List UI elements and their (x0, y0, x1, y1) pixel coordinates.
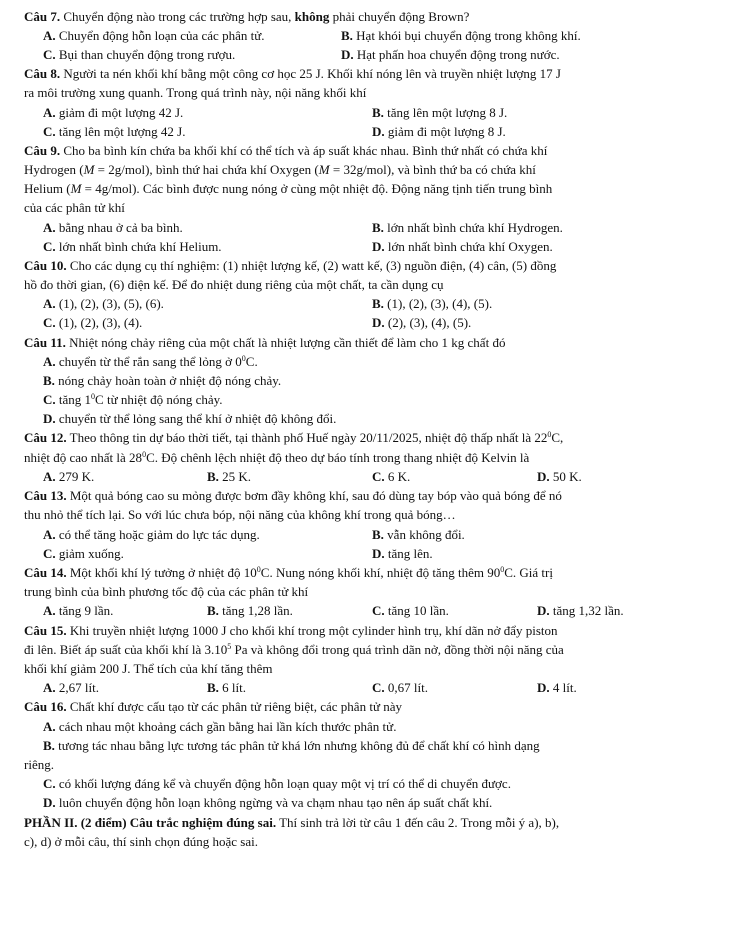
q8-option-b: B. tăng lên một lượng 8 J. (372, 105, 508, 120)
q10-option-c: C. (1), (2), (3), (4). (43, 315, 143, 330)
q16-option-c: C. có khối lượng đáng kể và chuyển động hỗn loạn quay một vị trí có thể di chuyển được. (43, 776, 511, 791)
q7-option-a: A. Chuyển động hỗn loạn của các phân tử. (43, 28, 265, 43)
q11-option-d: D. chuyển từ thể lỏng sang thể khí ở nhiệt độ không đổi. (43, 411, 337, 426)
q7-stem-text: Chuyển động nào trong các trường hợp sau, (63, 9, 292, 24)
part2-instructions-line2: c), d) ở mỗi câu, thí sinh chọn đúng hoặc sai. (24, 834, 258, 849)
q16-option-b-cont: riêng. (24, 757, 54, 772)
q15-stem-line1: Câu 15. Khi truyền nhiệt lượng 1000 J cho khối khí trong một cylinder hình trụ, khí dãn nở đẩy piston (24, 623, 558, 638)
q14-option-d: D. tăng 1,32 lần. (537, 603, 624, 618)
q15-stem-line3: khối khí giảm 200 J. Thể tích của khí tăng thêm (24, 661, 273, 676)
q10-stem-line2: hồ đo thời gian, (6) điện kế. Để đo nhiệt dung riêng của một chất, ta cần dụng cụ (24, 277, 444, 292)
q12-stem-line1: Câu 12. Theo thông tin dự báo thời tiết, tại thành phố Huế ngày 20/11/2025, nhiệt độ thấp nhất là $22^0C$, (24, 430, 564, 445)
q12-option-c: C. 6 K. (372, 469, 411, 484)
q10-option-d: D. (2), (3), (4), (5). (372, 315, 472, 330)
q8-option-d: D. giảm đi một lượng 8 J. (372, 124, 506, 139)
q13-stem-line2: thu nhỏ thể tích lại. So với lúc chưa bóp, nội năng của không khí trong quả bóng… (24, 507, 456, 522)
q11-option-c: C. tăng $1^0C$ từ nhiệt độ nóng chảy. (43, 392, 223, 407)
q13-option-a: A. có thể tăng hoặc giảm do lực tác dụng. (43, 527, 260, 542)
q13-option-c: C. giảm xuống. (43, 546, 124, 561)
q9-stem-line1: Câu 9. Cho ba bình kín chứa ba khối khí có thể tích và áp suất khác nhau. Bình thứ nhất có chứa khí (24, 143, 548, 158)
q15-stem-line2: đi lên. Biết áp suất của khối khí là 3.10$^5$ Pa và không đổi trong quá trình dãn nở, đồng thời nội năng của (24, 642, 564, 657)
q12-stem-line2: nhiệt độ cao nhất là $28^0C$. Độ chênh lệch nhiệt độ theo dự báo tính trong thang nhiệt độ Kelvin là (24, 450, 530, 465)
q14-option-a: A. tăng 9 lần. (43, 603, 114, 618)
q8-option-c: C. tăng lên một lượng 42 J. (43, 124, 186, 139)
part2-heading (24, 815, 559, 831)
q8-stem-line1: Câu 8. Người ta nén khối khí bằng một công cơ học 25 J. Khối khí nóng lên và truyền nhiệt lượng 17 J (24, 66, 561, 81)
q16-option-b: B. tương tác nhau bằng lực tương tác phân tử khá lớn nhưng không đủ để chất khí có hình dạng (43, 738, 540, 753)
q9-stem-line3: Helium (M = 4g/mol). Các bình được nung nóng ở cùng một nhiệt độ. Động năng tịnh tiến trung bình (24, 181, 553, 196)
q10-stem-line1: Câu 10. Cho các dụng cụ thí nghiệm: (1) nhiệt lượng kế, (2) watt kế, (3) nguồn điện, (4) cân, (5) đồng (24, 258, 557, 273)
q7-option-d: D. Hạt phấn hoa chuyển động trong nước. (341, 47, 560, 62)
q9-stem-line2: Hydrogen (M = 2g/mol), bình thứ hai chứa khí Oxygen (M = 32g/mol), và bình thứ ba có chứa khí (24, 162, 536, 177)
q14-option-c: C. tăng 10 lần. (372, 603, 449, 618)
q9-option-d: D. lớn nhất bình chứa khí Oxygen. (372, 239, 553, 254)
q8-option-a: A. giảm đi một lượng 42 J. (43, 105, 184, 120)
q9-option-b: B. lớn nhất bình chứa khí Hydrogen. (372, 220, 563, 235)
q9-option-c: C. lớn nhất bình chứa khí Helium. (43, 239, 222, 254)
q13-option-b: B. vẫn không đổi. (372, 527, 465, 542)
q15-option-a: A. 2,67 lít. (43, 680, 99, 695)
q7-option-c: C. Bụi than chuyển động trong rượu. (43, 47, 236, 62)
q16-option-a: A. cách nhau một khoảng cách gần bằng hai lần kích thước phân tử. (43, 719, 397, 734)
q13-stem-line1: Câu 13. Một quả bóng cao su mỏng được bơm đầy không khí, sau đó dùng tay bóp vào quả bóng để nó (24, 488, 562, 503)
q7-stem-text-end: phải chuyển động Brown? (332, 9, 470, 24)
q14-stem-line2: trung bình của bình phương tốc độ của các phân tử khí (24, 584, 309, 599)
part2-instructions: Thí sinh trả lời từ câu 1 đến câu 2. Trong mỗi ý a), b), (279, 815, 560, 830)
q12-option-b: B. 25 K. (207, 469, 252, 484)
q16-stem: Câu 16. Chất khí được cấu tạo từ các phân tử riêng biệt, các phân tử này (24, 699, 403, 714)
q12-option-d: D. 50 K. (537, 469, 582, 484)
q7-stem (24, 9, 469, 25)
q11-option-a: A. chuyển từ thể rắn sang thể lỏng ở $0^0C$. (43, 354, 258, 369)
q9-option-a: A. bằng nhau ở cả ba bình. (43, 220, 183, 235)
q15-option-c: C. 0,67 lít. (372, 680, 428, 695)
q7-number: Câu 7. (24, 9, 61, 24)
q14-option-b: B. tăng 1,28 lần. (207, 603, 293, 618)
q7-option-b: B. Hạt khói bụi chuyển động trong không khí. (341, 28, 581, 43)
q11-stem: Câu 11. Nhiệt nóng chảy riêng của một chất là nhiệt lượng cần thiết để làm cho 1 kg chất đó (24, 335, 506, 350)
q12-option-a: A. 279 K. (43, 469, 95, 484)
q8-stem-line2: ra môi trường xung quanh. Trong quá trình này, nội năng khối khí (24, 85, 367, 100)
q10-option-a: A. (1), (2), (3), (5), (6). (43, 296, 164, 311)
q15-option-d: D. 4 lít. (537, 680, 577, 695)
q10-option-b: B. (1), (2), (3), (4), (5). (372, 296, 493, 311)
part2-title: PHẦN II. (2 điểm) Câu trắc nghiệm đúng sai. (24, 815, 277, 830)
q16-option-d: D. luôn chuyển động hỗn loạn không ngừng và va chạm nhau tạo nên áp suất chất khí. (43, 795, 493, 810)
q14-stem-line1: Câu 14. Một khối khí lý tưởng ở nhiệt độ $10^0C$. Nung nóng khối khí, nhiệt độ tăng thêm $90^0C$. Giá trị (24, 565, 553, 580)
q7-emphasis: không (294, 9, 330, 24)
q9-stem-line4: của các phân tử khí (24, 200, 125, 215)
q13-option-d: D. tăng lên. (372, 546, 433, 561)
q15-option-b: B. 6 lít. (207, 680, 247, 695)
q11-option-b: B. nóng chảy hoàn toàn ở nhiệt độ nóng chảy. (43, 373, 282, 388)
